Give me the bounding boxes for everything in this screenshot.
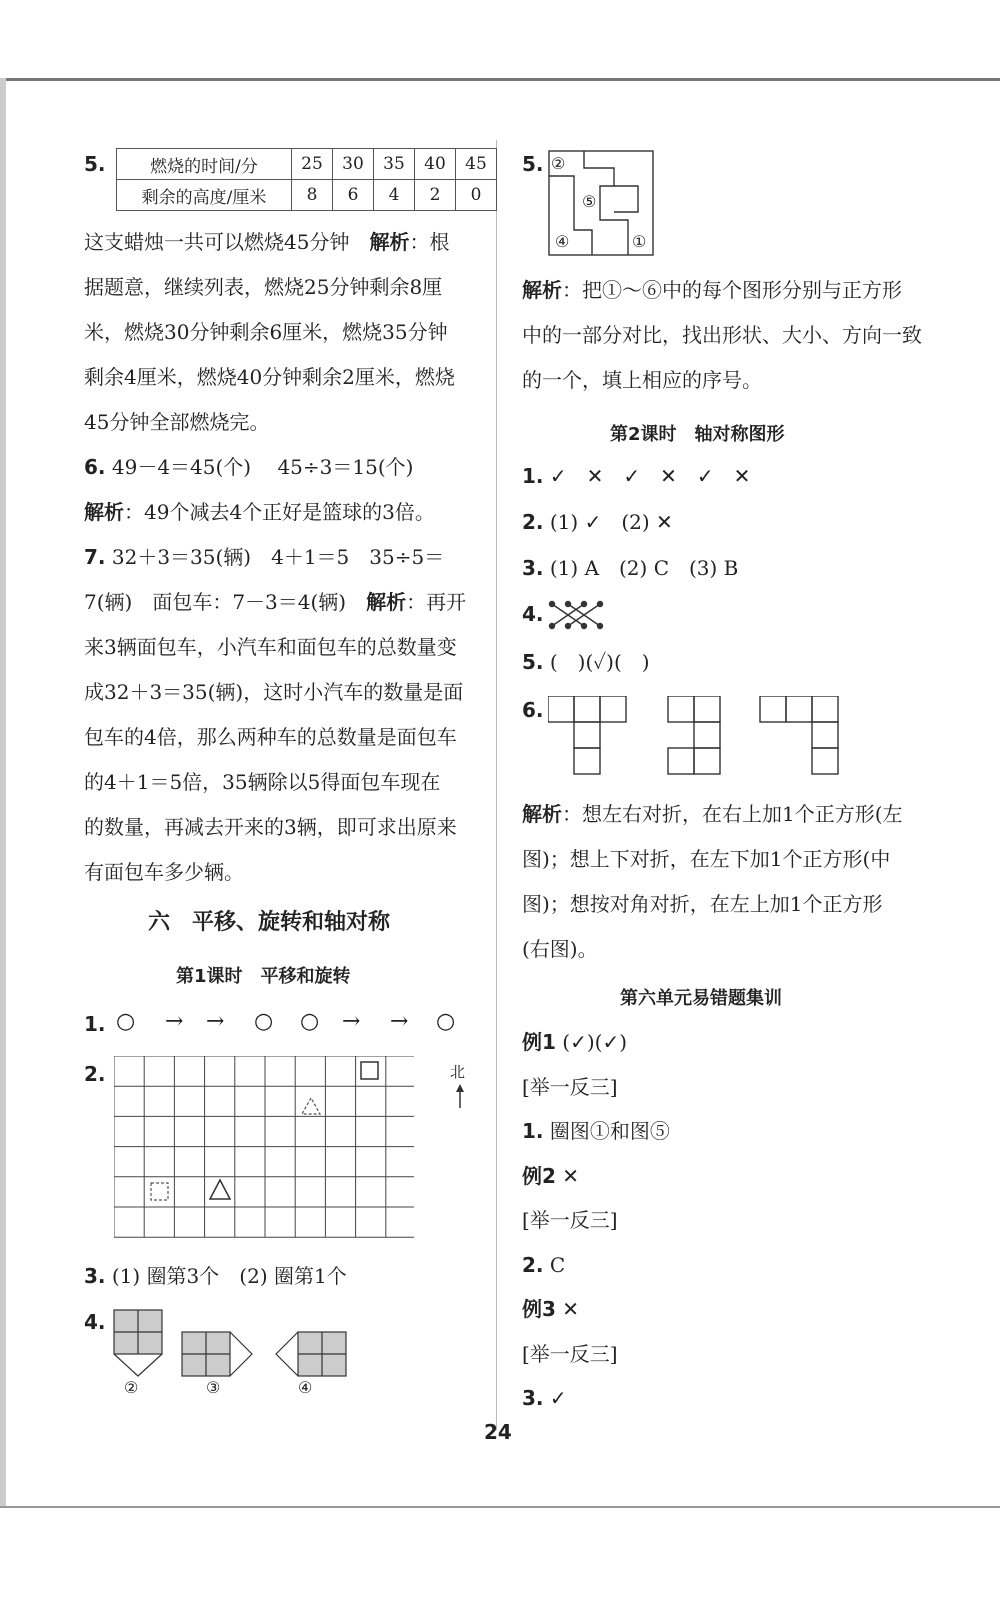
l2-q6-label: 6. bbox=[522, 698, 544, 722]
paragraph-line: 有面包车多少辆。 bbox=[84, 860, 244, 884]
question-label: 7. bbox=[84, 545, 106, 569]
north-arrow-icon bbox=[454, 1084, 466, 1108]
review-label: 2. bbox=[522, 1252, 544, 1277]
table-cell: 6 bbox=[333, 180, 374, 211]
lesson1-title: 第1课时 平移和旋转 bbox=[176, 966, 351, 987]
paragraph-line: 成32＋3＝35(辆)，这时小汽车的数量是面 bbox=[84, 680, 464, 704]
review-text: (✓)(✓) bbox=[555, 1030, 628, 1054]
l1-q1-label: 1. bbox=[84, 1012, 106, 1036]
l2-q6-explain bbox=[522, 800, 903, 828]
figure-mark: ② bbox=[551, 154, 566, 173]
figure-mark: ④ bbox=[555, 232, 570, 251]
review-label: 3. bbox=[522, 1386, 544, 1410]
l1-q3-line bbox=[84, 1262, 347, 1290]
paragraph-line: 据题意，继续列表，燃烧25分钟剩余8厘 bbox=[84, 275, 443, 299]
question-label: 3. bbox=[84, 1264, 106, 1288]
left-q5-label: 5. bbox=[84, 152, 106, 176]
page-left-edge bbox=[0, 78, 6, 1508]
l2-q5-line bbox=[522, 648, 650, 676]
l2-q3-line bbox=[522, 554, 738, 582]
right-q5-label: 5. bbox=[522, 152, 544, 176]
circle-icon: ○ bbox=[116, 1009, 136, 1034]
paragraph-line: 图)；想按对角对折，在左上加1个正方形 bbox=[522, 892, 883, 916]
left-q6-line bbox=[84, 453, 413, 481]
figure-mark: ② bbox=[124, 1378, 139, 1397]
paragraph-line: 45分钟全部燃烧完。 bbox=[84, 410, 270, 434]
review-label: [举一反三] bbox=[522, 1341, 618, 1366]
review-tag bbox=[522, 1206, 618, 1234]
square-shape bbox=[361, 1062, 378, 1079]
review-example bbox=[522, 1295, 579, 1323]
jiexi-label: 解析 bbox=[369, 230, 410, 254]
paragraph-line: 图)；想上下对折，在左下加1个正方形(中 bbox=[522, 847, 891, 871]
answer-text: ：根 bbox=[409, 230, 450, 254]
review-example bbox=[522, 1028, 627, 1056]
circle-icon: ○ bbox=[254, 1009, 274, 1034]
triangle-shape bbox=[210, 1180, 230, 1199]
figure-mark: ③ bbox=[206, 1378, 221, 1397]
matching-lines-figure bbox=[548, 600, 604, 630]
symmetry-figures bbox=[548, 696, 848, 808]
review-item bbox=[522, 1251, 565, 1279]
question-label: 6. bbox=[84, 455, 106, 479]
table-row bbox=[117, 180, 497, 211]
left-q5-answer-line bbox=[84, 228, 449, 256]
jiexi-label: 解析 bbox=[522, 278, 562, 302]
unit-title: 六 平移、旋转和轴对称 bbox=[148, 910, 391, 935]
answer-text: ：把①～⑥中的每个图形分别与正方形 bbox=[562, 278, 902, 302]
answer-text: (1) A (2) C (3) B bbox=[549, 556, 739, 580]
review-tag bbox=[522, 1073, 618, 1101]
answer-text: 49－4＝45(个) 45÷3＝15(个) bbox=[111, 455, 414, 479]
arrow-icon: → bbox=[165, 1009, 184, 1034]
table-cell-header: 剩余的高度/厘米 bbox=[117, 180, 292, 211]
review-label: [举一反三] bbox=[522, 1074, 618, 1099]
paragraph-line: (右图)。 bbox=[522, 937, 598, 961]
jiexi-label: 解析 bbox=[84, 500, 124, 524]
figure-mark: ④ bbox=[298, 1378, 313, 1397]
answer-text: ：想左右对折，在右上加1个正方形(左 bbox=[562, 802, 903, 826]
question-label: 2. bbox=[522, 510, 544, 534]
candle-table bbox=[116, 148, 497, 211]
review-text: 圈图①和图⑤ bbox=[543, 1119, 670, 1143]
l1-q2-label: 2. bbox=[84, 1062, 106, 1086]
table-cell: 25 bbox=[292, 149, 333, 180]
table-cell: 35 bbox=[374, 149, 415, 180]
question-label: 1. bbox=[522, 464, 544, 488]
table-cell-header: 燃烧的时间/分 bbox=[117, 149, 292, 180]
rotation-figures bbox=[108, 1308, 348, 1384]
table-cell: 30 bbox=[333, 149, 374, 180]
l2-q2-line bbox=[522, 508, 673, 536]
right-q5-explain bbox=[522, 276, 902, 304]
translation-grid bbox=[114, 1056, 414, 1240]
paragraph-line: 来3辆面包车，小汽车和面包车的总数量变 bbox=[84, 635, 457, 659]
page-bottom-edge bbox=[0, 1506, 1000, 1508]
review-text: ✕ bbox=[555, 1163, 580, 1188]
table-cell: 2 bbox=[415, 180, 456, 211]
review-item bbox=[522, 1117, 670, 1145]
review-label: 例2 bbox=[522, 1163, 556, 1188]
answer-text: ✓ ✕ ✓ ✕ ✓ ✕ bbox=[549, 464, 751, 488]
left-q7-line2 bbox=[84, 588, 466, 616]
jiexi-label: 解析 bbox=[522, 802, 562, 826]
paragraph-line: 米，燃烧30分钟剩余6厘米，燃烧35分钟 bbox=[84, 320, 448, 344]
paragraph-line: 包车的4倍，那么两种车的总数量是面包车 bbox=[84, 725, 457, 749]
paragraph-line: 的4＋1＝5倍，35辆除以5得面包车现在 bbox=[84, 770, 441, 794]
l1-q4-label: 4. bbox=[84, 1310, 106, 1334]
dashed-triangle-shape bbox=[302, 1098, 320, 1114]
review-text: C bbox=[543, 1252, 566, 1277]
circle-icon: ○ bbox=[436, 1009, 456, 1034]
answer-text: ( )(✓)( ) bbox=[549, 650, 650, 674]
answer-text: ：再开 bbox=[406, 590, 467, 614]
north-label: 北 bbox=[450, 1063, 466, 1081]
dashed-square-shape bbox=[151, 1183, 168, 1200]
table-cell: 40 bbox=[415, 149, 456, 180]
table-cell: 8 bbox=[292, 180, 333, 211]
jiexi-label: 解析 bbox=[366, 590, 407, 614]
review-example bbox=[522, 1162, 579, 1190]
lesson2-title: 第2课时 轴对称图形 bbox=[610, 424, 785, 445]
l2-q1-line bbox=[522, 462, 750, 490]
review-label: 1. bbox=[522, 1119, 544, 1143]
figure-mark: ① bbox=[632, 232, 647, 251]
left-q6-explain bbox=[84, 498, 435, 526]
page-number: 24 bbox=[484, 1420, 512, 1444]
answer-text: ：49个减去4个正好是篮球的3倍。 bbox=[124, 500, 435, 524]
answer-text: 这支蜡烛一共可以燃烧45分钟 bbox=[84, 230, 350, 254]
paragraph-line: 中的一部分对比，找出形状、大小、方向一致 bbox=[522, 323, 922, 347]
review-item bbox=[522, 1384, 567, 1412]
left-q7-line1 bbox=[84, 543, 444, 571]
table-cell: 45 bbox=[456, 149, 497, 180]
circle-icon: ○ bbox=[300, 1009, 320, 1034]
paragraph-line: 的一个，填上相应的序号。 bbox=[522, 368, 762, 392]
answer-text: (1) ✓ (2) ✕ bbox=[549, 510, 673, 534]
arrow-icon: → bbox=[342, 1009, 361, 1034]
arrow-icon: → bbox=[390, 1009, 409, 1034]
table-row bbox=[117, 149, 497, 180]
page-top-edge bbox=[0, 78, 1000, 81]
l2-q4-label: 4. bbox=[522, 602, 544, 626]
paragraph-line: 的数量，再减去开来的3辆，即可求出原来 bbox=[84, 815, 457, 839]
review-text: ✕ bbox=[555, 1297, 580, 1321]
figure-mark: ⑤ bbox=[582, 192, 597, 211]
paragraph-line: 剩余4厘米，燃烧40分钟剩余2厘米，燃烧 bbox=[84, 365, 455, 389]
review-label: [举一反三] bbox=[522, 1208, 618, 1232]
review-label: 例3 bbox=[522, 1297, 556, 1321]
review-text: ✓ bbox=[543, 1386, 567, 1410]
column-divider bbox=[496, 140, 497, 1430]
arrow-icon: → bbox=[206, 1009, 225, 1034]
answer-text: 7(辆) 面包车：7－3＝4(辆) bbox=[84, 590, 347, 614]
table-cell: 4 bbox=[374, 180, 415, 211]
answer-text: 32＋3＝35(辆) 4＋1＝5 35÷5＝ bbox=[111, 545, 445, 569]
review-tag bbox=[522, 1340, 618, 1368]
answer-text: (1) 圈第3个 (2) 圈第1个 bbox=[111, 1264, 347, 1288]
question-label: 5. bbox=[522, 650, 544, 674]
review-label: 例1 bbox=[522, 1030, 556, 1054]
table-cell: 0 bbox=[456, 180, 497, 211]
review-title: 第六单元易错题集训 bbox=[620, 988, 782, 1009]
question-label: 3. bbox=[522, 556, 544, 580]
